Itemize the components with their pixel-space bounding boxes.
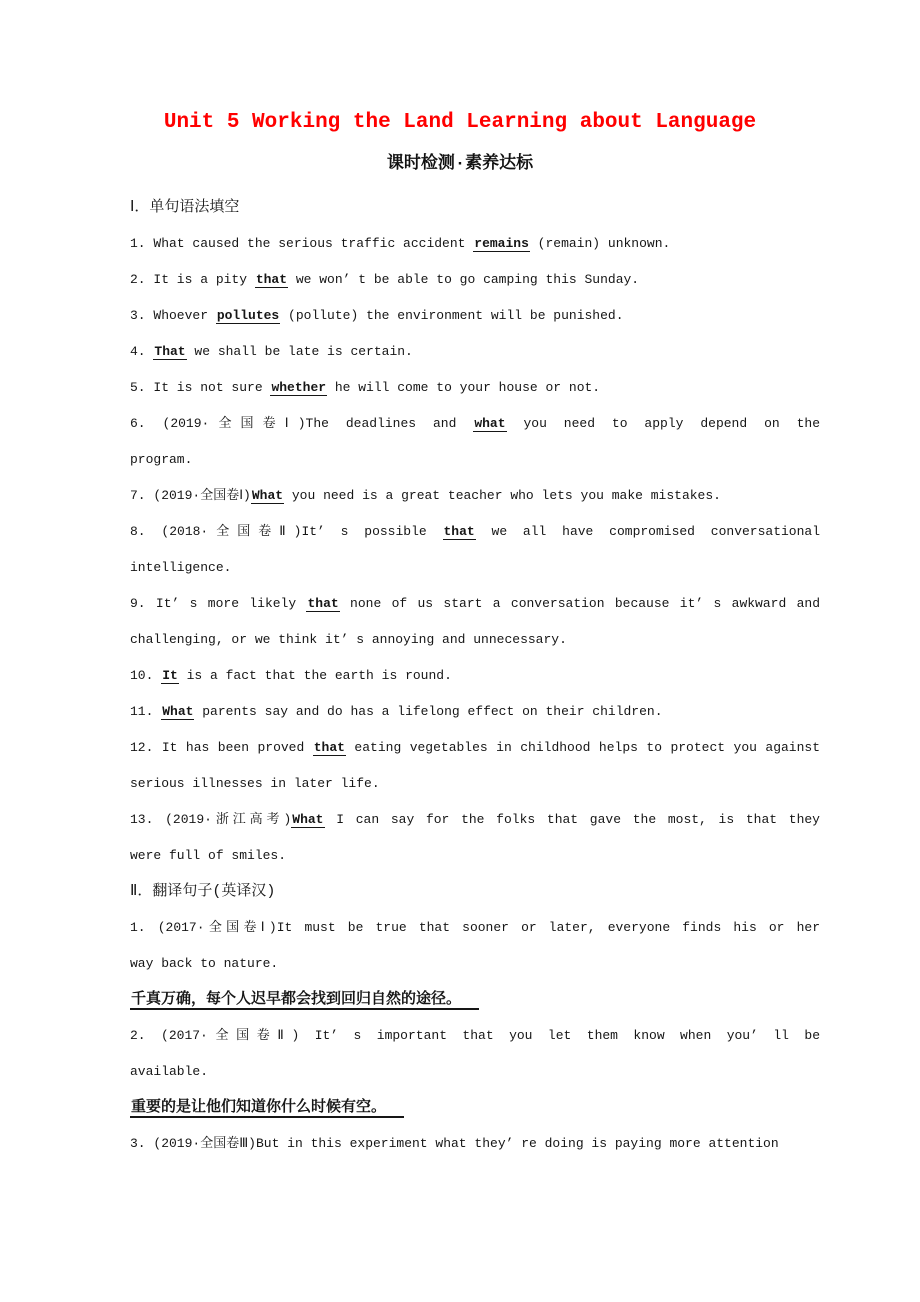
translation-answer-line — [130, 1090, 820, 1126]
text-segment: we won’ t be able to go camping this Sunday. — [288, 272, 640, 287]
text-segment: (remain) unknown. — [529, 236, 671, 251]
exercise-line — [130, 586, 820, 622]
text-segment: 10. — [130, 668, 162, 683]
text-segment: 9. It’ s more likely — [130, 596, 307, 611]
text-segment: eating vegetables in childhood helps to protect you against — [345, 740, 821, 755]
exercise-line — [130, 622, 820, 658]
text-segment: we shall be late is certain. — [186, 344, 413, 359]
answer-blank: It — [162, 668, 178, 683]
text-segment: I can say for the folks that gave the most, is that they — [324, 812, 820, 827]
answer-blank: pollutes — [216, 308, 280, 323]
text-segment: 4. — [130, 344, 154, 359]
text-segment: 2. (2017·全国卷Ⅱ) It’ s important that you let them know when you’ ll be — [130, 1028, 820, 1043]
text-segment: you need to apply depend on the — [506, 416, 821, 431]
text-segment: 1. What caused the serious traffic accident — [130, 236, 474, 251]
section-heading: Ⅰ．单句语法填空 — [130, 199, 240, 216]
text-segment: 13. (2019·浙江高考) — [130, 812, 292, 827]
text-segment: we all have compromised conversational — [475, 524, 821, 539]
answer-blank: remains — [474, 236, 529, 251]
answer-blank: What — [292, 812, 324, 827]
text-segment: 1. (2017·全国卷Ⅰ)It must be true that sooner or later, everyone finds his or her — [130, 920, 820, 935]
page-subtitle: 课时检测·素养达标 — [386, 155, 534, 174]
page-title: Unit 5 Working the Land Learning about Language — [163, 111, 757, 134]
exercise-line — [130, 766, 820, 802]
exercise-line — [130, 802, 820, 838]
exercise-line — [130, 838, 820, 874]
text-segment: program. — [130, 452, 193, 467]
text-segment: 12. It has been proved — [130, 740, 313, 755]
text-segment: available. — [130, 1064, 209, 1079]
answer-blank: What — [162, 704, 194, 719]
exercise-line — [130, 1018, 820, 1054]
answer-blank: that — [443, 524, 475, 539]
exercise-line — [130, 442, 820, 478]
exercise-line — [130, 334, 820, 370]
exercise-line — [130, 406, 820, 442]
text-segment: serious illnesses in later life. — [130, 776, 380, 791]
answer-blank: that — [313, 740, 345, 755]
exercise-line — [130, 226, 820, 262]
text-segment: were full of smiles. — [130, 848, 287, 863]
answer-blank: that — [255, 272, 288, 287]
text-segment: intelligence. — [130, 560, 232, 575]
exercise-line — [130, 730, 820, 766]
text-segment: 6. (2019·全国卷Ⅰ)The deadlines and — [130, 416, 474, 431]
text-segment: 11. — [130, 704, 162, 719]
exercise-line — [130, 298, 820, 334]
answer-blank: What — [251, 488, 284, 503]
document-body — [0, 182, 920, 1202]
answer-blank: that — [307, 596, 339, 611]
exercise-line — [130, 910, 820, 946]
exercise-line — [130, 946, 820, 982]
exercise-line — [130, 370, 820, 406]
exercise-line — [130, 1054, 820, 1090]
text-segment: 3. (2019·全国卷Ⅲ)But in this experiment what they’ re doing is paying more attention — [130, 1136, 779, 1151]
text-segment: 8. (2018·全国卷Ⅱ)It’ s possible — [130, 524, 443, 539]
text-segment: he will come to your house or not. — [327, 380, 601, 395]
text-segment: parents say and do has a lifelong effect on their children. — [194, 704, 663, 719]
exercise-line — [130, 478, 820, 514]
exercise-line — [130, 262, 820, 298]
exercise-line — [130, 514, 820, 550]
section-heading: Ⅱ．翻译句子(英译汉) — [130, 883, 276, 900]
exercise-line — [130, 658, 820, 694]
document-header — [0, 0, 920, 182]
text-segment: way back to nature. — [130, 956, 279, 971]
text-segment: none of us start a conversation because it’ s awkward and — [339, 596, 820, 611]
text-segment: is a fact that the earth is round. — [178, 668, 452, 683]
exercise-line — [130, 550, 820, 586]
text-segment: (pollute) the environment will be punished. — [280, 308, 624, 323]
exercise-line — [130, 1126, 820, 1162]
answer-blank: 重要的是让他们知道你什么时候有空。 — [130, 1099, 404, 1118]
text-segment: 5. It is not sure — [130, 380, 271, 395]
exercise-line — [130, 694, 820, 730]
answer-blank: what — [474, 416, 506, 431]
text-segment: 3. Whoever — [130, 308, 216, 323]
text-segment: challenging, or we think it’ s annoying and unnecessary. — [130, 632, 567, 647]
answer-blank: whether — [271, 380, 327, 395]
text-segment: you need is a great teacher who lets you make mistakes. — [284, 488, 721, 503]
translation-answer-line — [130, 982, 820, 1018]
answer-blank: That — [154, 344, 186, 359]
text-segment: 2. It is a pity — [130, 272, 255, 287]
text-segment: 7. (2019·全国卷Ⅰ) — [130, 488, 251, 503]
answer-blank: 千真万确，每个人迟早都会找到回归自然的途径。 — [130, 991, 479, 1010]
